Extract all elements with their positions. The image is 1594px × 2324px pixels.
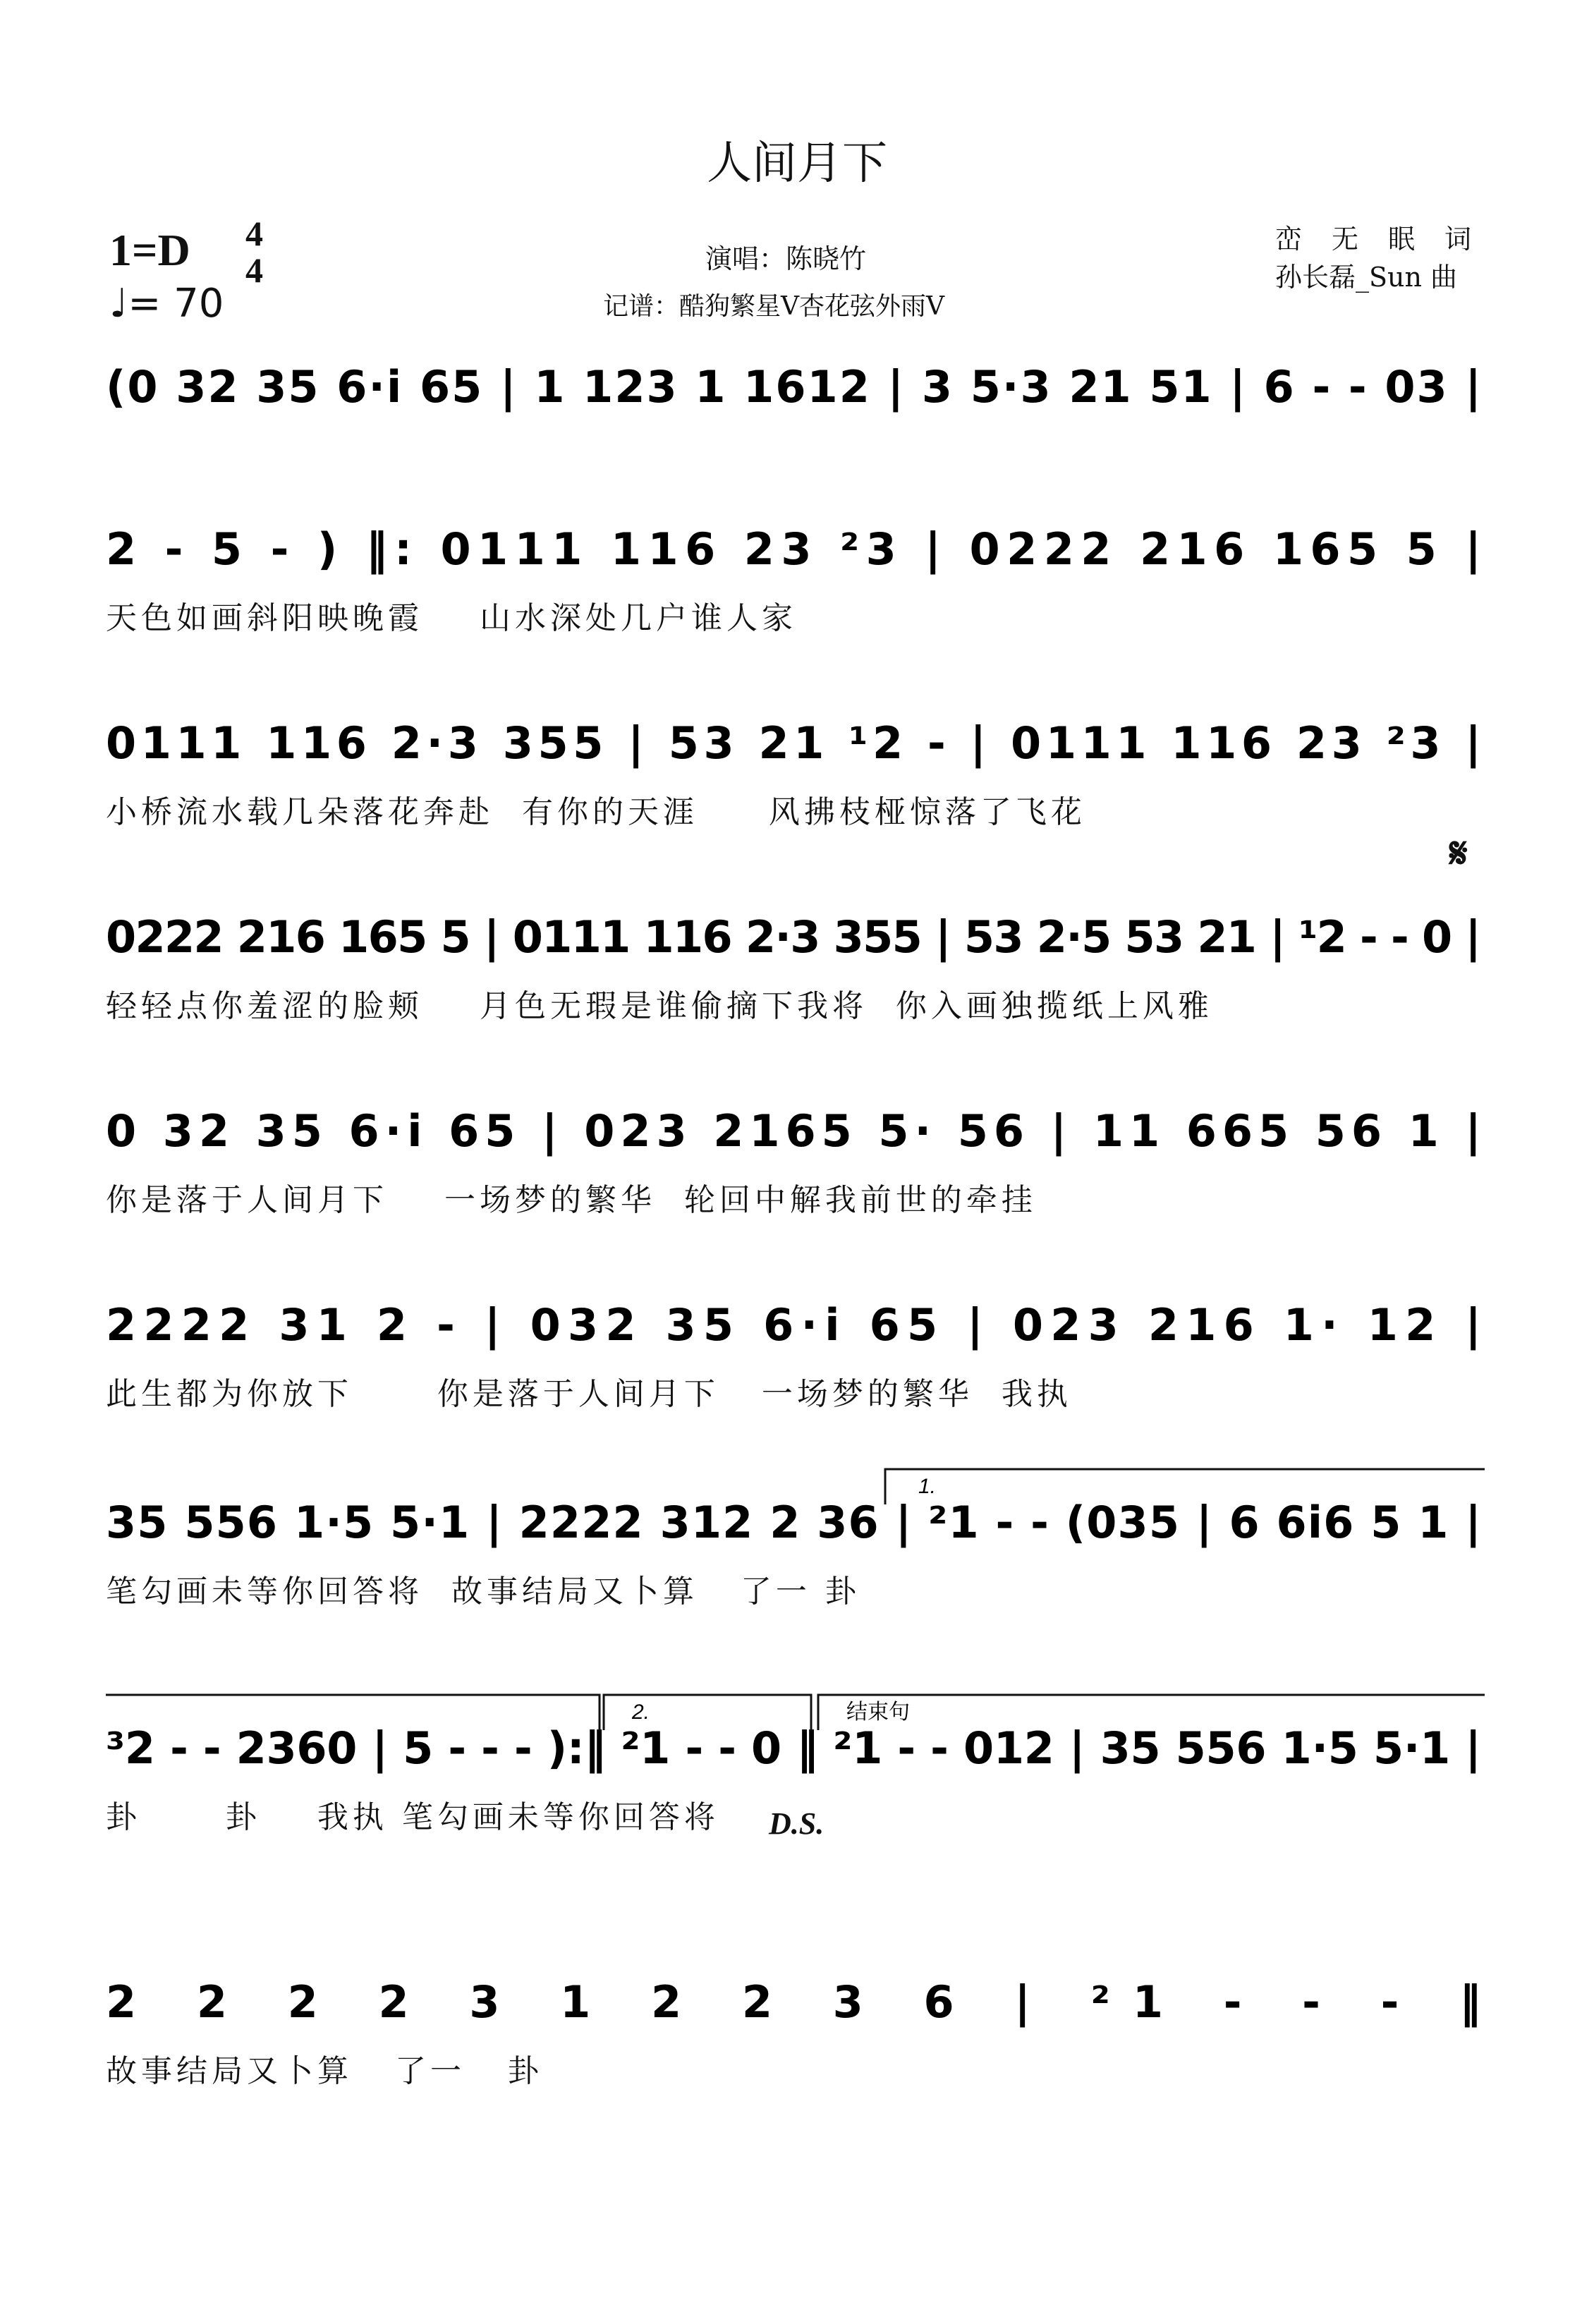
lyrics-line: 故事结局又卜算 了一 卦 [106, 2053, 543, 2089]
lyrics-line: 笔勾画未等你回答将 故事结局又卜算 了一 卦 [106, 1574, 860, 1610]
time-signature-bottom: 4 [245, 250, 263, 290]
notes-text: 35 556 1·5 5·1 | 2222 312 2 36 | ²1 - - (035 | 6 6i6 5 1 | [106, 1497, 1481, 1548]
volta-1-label: 1. [918, 1475, 937, 1498]
notes-text: 2 - 5 - ) ‖: 0111 116 23 ²3 | 0222 216 165 5 | [106, 523, 1481, 575]
lyrics-line: 卦 卦 我执 笔勾画未等你回答将 [106, 1799, 719, 1835]
time-signature-top: 4 [245, 214, 263, 253]
notes-text: 0111 116 2·3 355 | 53 21 ¹2 - | 0111 116 23 ²3 | [106, 717, 1481, 769]
notes-text: (0 32 35 6·i 65 | 1 123 1 1612 | 3 5·3 21 51 | 6 - - 03 | [106, 361, 1481, 413]
notes-line [106, 903, 1488, 980]
notes-text: 2 2 2 2 3 1 2 2 3 6 | ²1 - - - ‖ [106, 1976, 1481, 2028]
key-signature: 1=D [109, 225, 190, 275]
score-system [106, 515, 1488, 656]
notator-credit: 记谱：酷狗繁星V杏花弦外雨V [603, 292, 944, 321]
notes-text: ³2 - - 2360 | 5 - - - ):‖ ²1 - - 0 ‖ ²1 - - 012 | 35 556 1·5 5·1 | [106, 1722, 1481, 1774]
notes-text: 0222 216 165 5 | 0111 116 2·3 355 | 53 2·5 53 21 | ¹2 - - 0 | [106, 911, 1481, 963]
score-system [106, 709, 1488, 850]
time-signature [245, 215, 263, 288]
score-system [106, 1488, 1488, 1629]
notes-line [106, 1968, 1488, 2045]
notes-line [106, 353, 1488, 430]
lyricist-credit: 峦无眠词 [1275, 224, 1502, 255]
notes-text: 2222 31 2 - | 032 35 6·i 65 | 023 216 1· 12 | [106, 1299, 1481, 1351]
notes-line [106, 515, 1488, 592]
lyrics-line: 天色如画斜阳映晚霞 山水深处几户谁人家 [106, 600, 797, 636]
composer-credit: 孙长磊_Sun 曲 [1275, 262, 1458, 293]
singer-credit: 演唱：陈晓竹 [705, 243, 867, 274]
lyrics-line: 小桥流水载几朵落花奔赴 有你的天涯 风拂枝桠惊落了飞花 [106, 794, 1086, 830]
notes-line [106, 709, 1488, 786]
lyrics-line: 此生都为你放下 你是落于人间月下 一场梦的繁华 我执 [106, 1376, 1072, 1412]
score-system [106, 903, 1488, 1044]
segno-sign: 𝄋 [1449, 829, 1468, 878]
ds-marking: D.S. [769, 1806, 825, 1841]
page-title: 人间月下 [707, 138, 887, 190]
lyrics-line: 你是落于人间月下 一场梦的繁华 轮回中解我前世的牵挂 [106, 1182, 1037, 1218]
score-system [106, 1097, 1488, 1238]
score-system [106, 1968, 1488, 2109]
score-system [106, 353, 1488, 494]
notes-text: 0 32 35 6·i 65 | 023 2165 5· 56 | 11 665 56 1 | [106, 1105, 1481, 1157]
lyrics-line: 轻轻点你羞涩的脸颊 月色无瑕是谁偷摘下我将 你入画独揽纸上风雅 [106, 988, 1213, 1024]
notes-line [106, 1291, 1488, 1368]
volta-brackets-2 [106, 1689, 1488, 1732]
tempo-marking: ♩= 70 [109, 281, 224, 327]
score-system [106, 1291, 1488, 1432]
volta-bracket-1 [882, 1464, 1488, 1506]
volta-2-label: 2. [632, 1701, 650, 1724]
ending-label: 结束句 [846, 1700, 910, 1724]
notes-line [106, 1097, 1488, 1174]
